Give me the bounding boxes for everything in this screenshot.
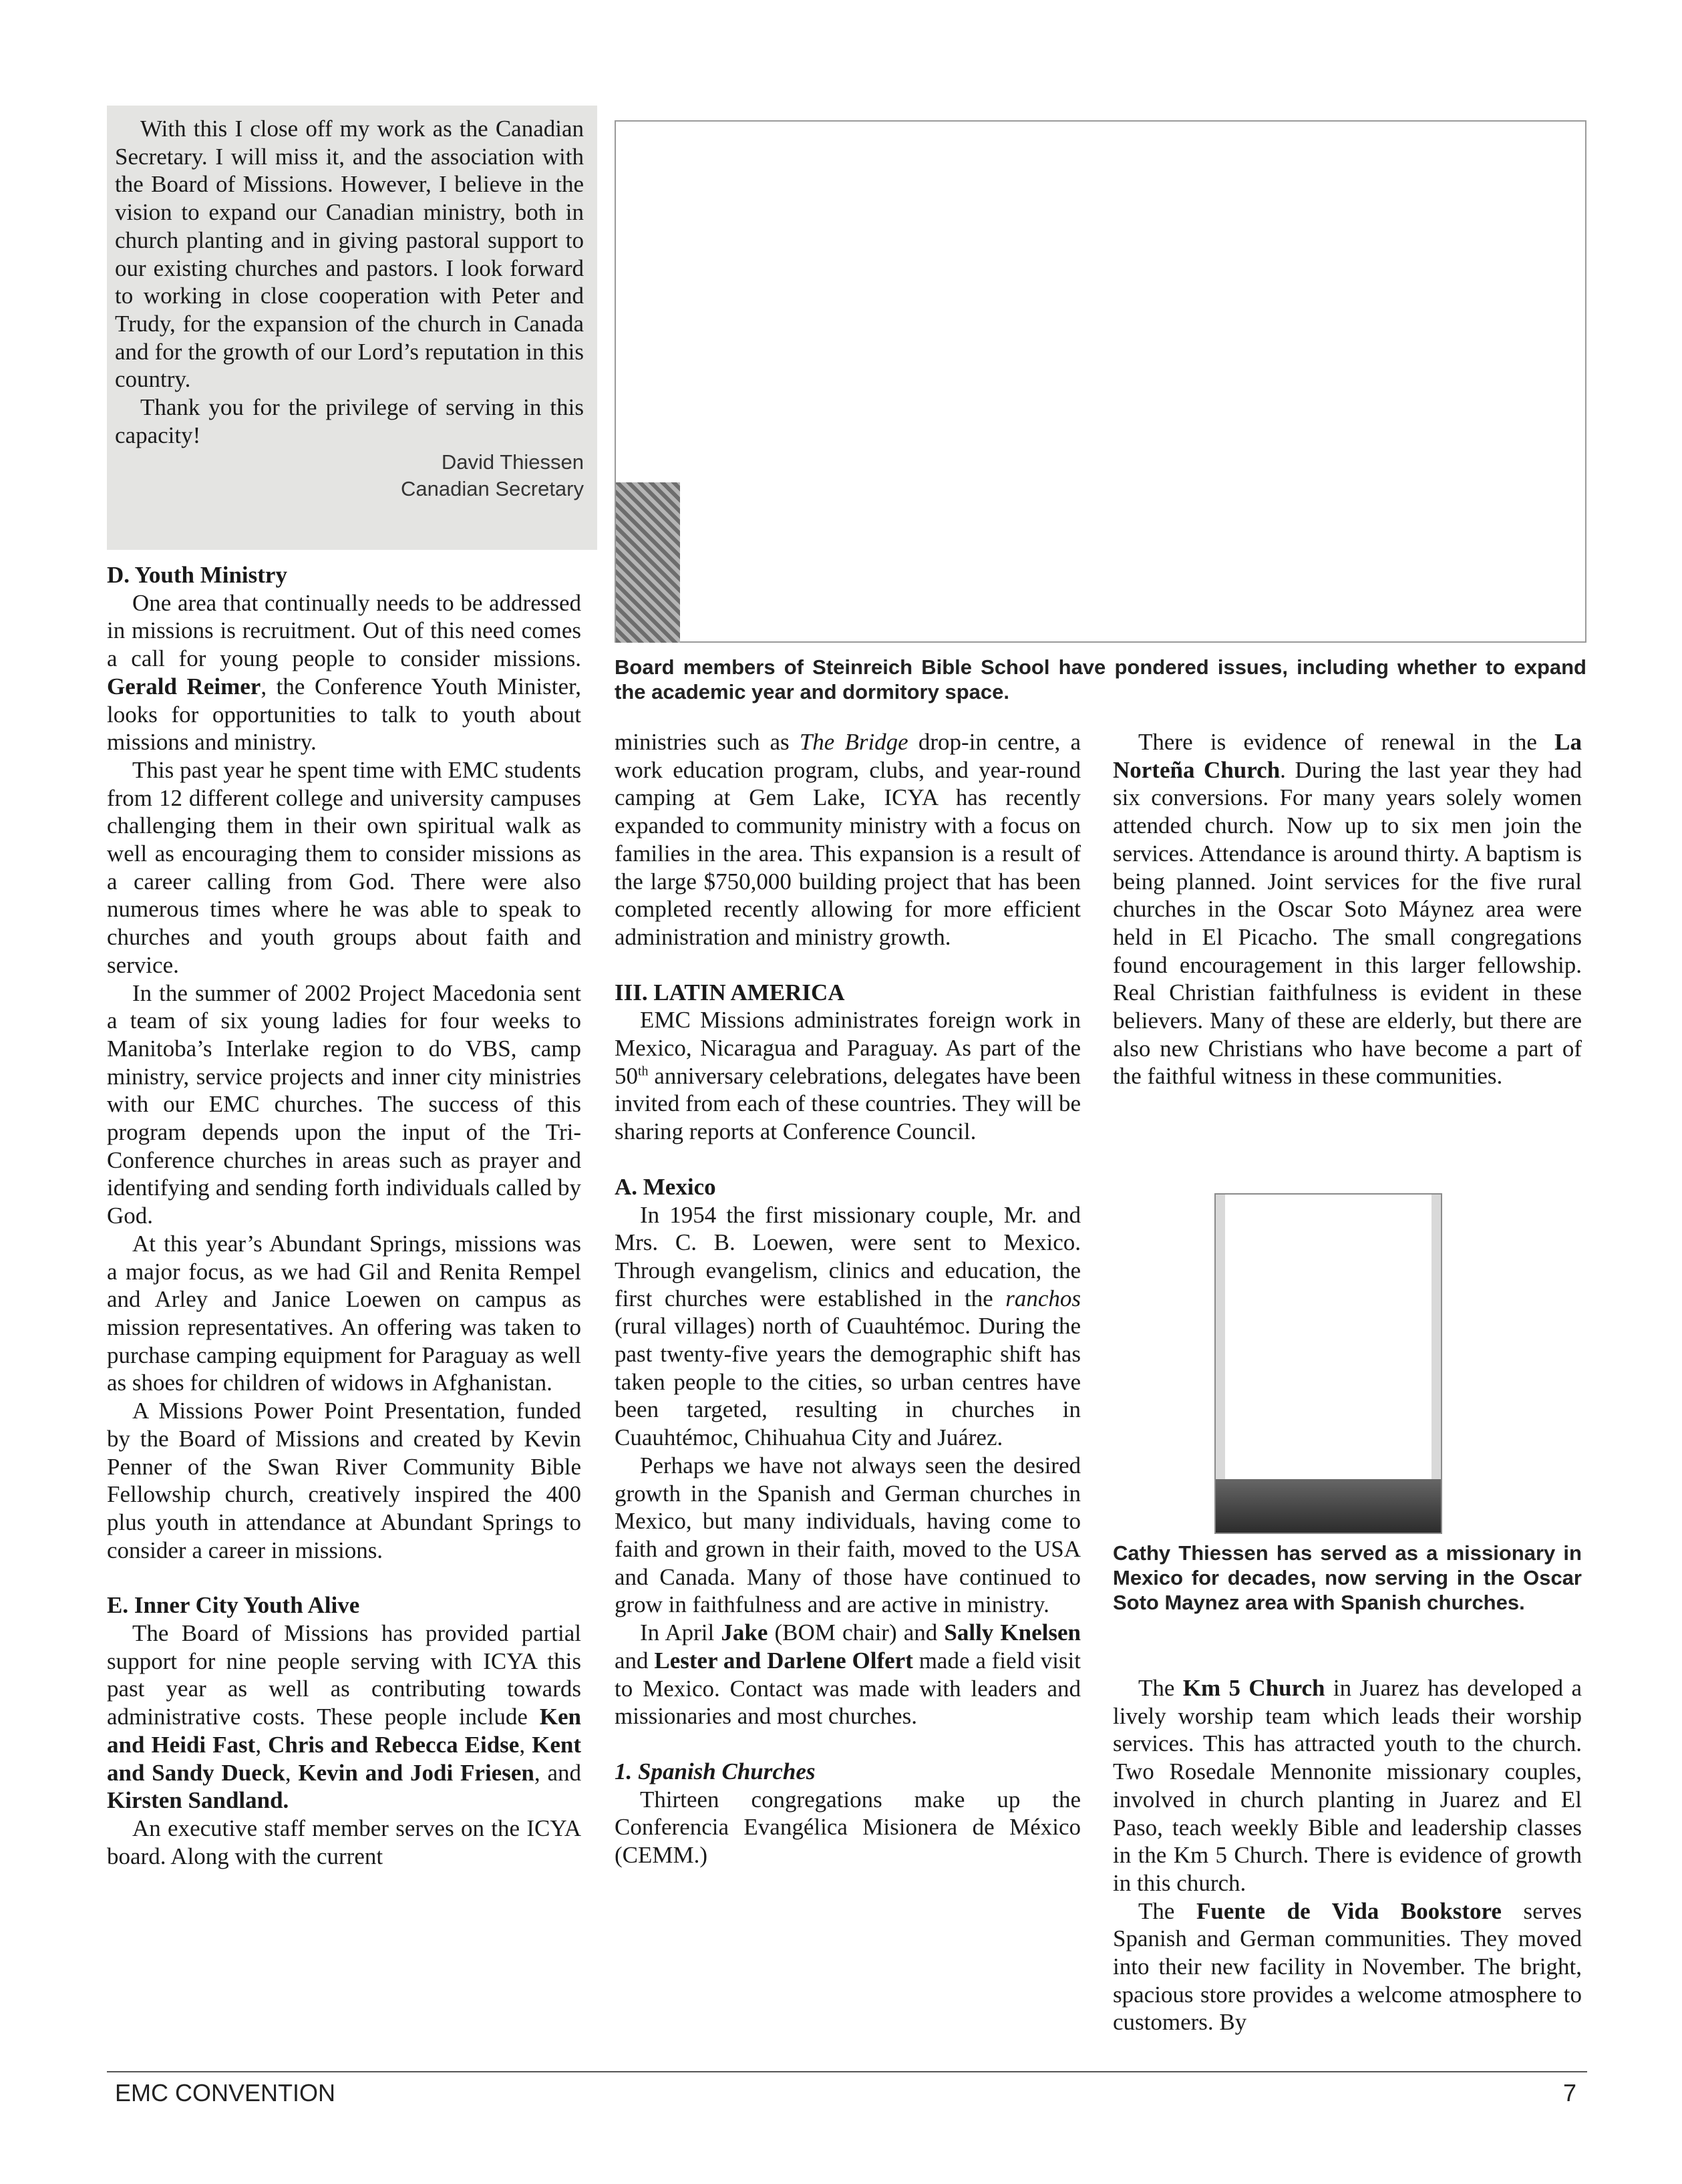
subsection-heading: 1. Spanish Churches <box>615 1758 816 1784</box>
paragraph: ministries such as The Bridge drop-in centre, a work education program, clubs, and year-round camping at Gem Lake, ICYA has recently expanded to community ministry with a focus on families in the area. This expansion is a result of the large $750,000 building project that has been completed recently allowing for more efficient administration and ministry growth. <box>615 729 1081 950</box>
footer-rule <box>107 2071 1587 2072</box>
paragraph: In the summer of 2002 Project Macedonia sent a team of six young ladies for four weeks to Manitoba’s Interlake region to do VBS, camp ministry, service projects and inner city ministries with our EMC churches. The success of this program depends upon the input of the Tri-Conference churches in areas such as prayer and identifying and sending forth individuals called by God. <box>107 979 581 1229</box>
person-name: Lester and Darlene Olfert <box>654 1647 913 1674</box>
secretary-sidebar <box>107 106 597 550</box>
photo-caption: Cathy Thiessen has served as a missionary in Mexico for decades, now serving in the Oscar Soto Maynez area with Spanish churches. <box>1113 1541 1582 1614</box>
column-right-top <box>1113 728 1582 1090</box>
section-heading: D. Youth Ministry <box>107 562 287 588</box>
paragraph: Thirteen congregations make up the Conferencia Evangélica Misionera de México (CEMM.) <box>615 1786 1081 1869</box>
paragraph: At this year’s Abundant Springs, missions was a major focus, as we had Gil and Renita Rempel and Arley and Janice Loewen on campus as mission representatives. An offering was taken to purchase camping equipment for Paraguay as well as shoes for children of widows in Afghanistan. <box>107 1230 581 1396</box>
person-name: Chris and Rebecca Eidse <box>268 1731 520 1758</box>
person-name: Kirsten Sandland. <box>107 1787 289 1814</box>
signature-role: Canadian Secretary <box>401 477 584 501</box>
photo-edge-texture <box>616 482 680 643</box>
photo-caption: Board members of Steinreich Bible School have pondered issues, including whether to expand the academic year and dormitory space. <box>615 655 1586 704</box>
paragraph: The Km 5 Church in Juarez has developed a lively worship team which leads their worship services. This has attracted youth to the church. Two Rosedale Mennonite missionary couples, involved in church planting in Juarez and El Paso, teach weekly Bible and leadership classes in the Km 5 Church. There is evidence of growth in this church. <box>1113 1675 1582 1896</box>
person-name: Gerald Reimer <box>107 673 261 699</box>
page-number: 7 <box>1563 2079 1577 2107</box>
bookstore-name: Fuente de Vida Bookstore <box>1196 1897 1502 1924</box>
paragraph: In April Jake (BOM chair) and Sally Knelsen and Lester and Darlene Olfert made a field visit to Mexico. Contact was made with leaders and missionaries and most churches. <box>615 1619 1081 1730</box>
person-name: Ken and Heidi Fast <box>107 1704 581 1758</box>
paragraph: EMC Missions administrates foreign work in Mexico, Nicaragua and Paraguay. As part of the 50th anniversary celebrations, delegates have been invited from each of these countries. They will be sharing reports at Conference Council. <box>615 1007 1081 1145</box>
paragraph: An executive staff member serves on the ICYA board. Along with the current <box>107 1815 581 1869</box>
section-heading: III. LATIN AMERICA <box>615 979 845 1005</box>
paragraph: This past year he spent time with EMC students from 12 different college and university campuses challenging them in their own spiritual walk as well as encouraging them to consider missions as a career calling from God. There were also numerous times where he was able to speak to churches and youth groups about faith and service. <box>107 756 581 978</box>
footer-publication: EMC CONVENTION <box>115 2079 336 2107</box>
sidebar-paragraph: Thank you for the privilege of serving in this capacity! <box>115 394 584 448</box>
paragraph: Perhaps we have not always seen the desired growth in the Spanish and German churches in Mexico, but many individuals, having come to faith and grown in their faith, moved to the USA and Canada. Many of those have continued to grow in faithfulness and are active in ministry. <box>615 1452 1081 1618</box>
person-name: Kent and Sandy Dueck <box>107 1731 581 1786</box>
paragraph: A Missions Power Point Presentation, funded by the Board of Missions and created by Kevin Penner of the Swan River Community Bible Fellowship church, creatively inspired the 400 plus youth in attendance at Abundant Springs to consider a career in missions. <box>107 1398 581 1563</box>
section-heading: E. Inner City Youth Alive <box>107 1592 360 1619</box>
sidebar-paragraph: With this I close off my work as the Canadian Secretary. I will miss it, and the association with the Board of Missions. However, I believe in the vision to expand our Canadian ministry, both in church planting and in giving pastoral support to our existing churches and pastors. I look forward to working in close cooperation with Peter and Trudy, for the expansion of the church in Canada and for the growth of our Lord’s reputation in this country. <box>115 116 584 393</box>
person-name: Sally Knelsen <box>944 1619 1081 1646</box>
church-name: Km 5 Church <box>1182 1675 1325 1701</box>
paragraph: In 1954 the first missionary couple, Mr. and Mrs. C. B. Loewen, were sent to Mexico. Through evangelism, clinics and education, the first churches were established in the ranchos (rural villages) north of Cuauhtémoc. During the past twenty-five years the demographic shift has taken people to the cities, so urban centres have been targeted, resulting in churches in Cuauhtémoc, Chihuahua City and Juárez. <box>615 1201 1081 1451</box>
section-heading: A. Mexico <box>615 1173 716 1200</box>
paragraph: The Fuente de Vida Bookstore serves Spanish and German communities. They moved into their new facility in November. The bright, spacious store provides a welcome atmosphere to customers. By <box>1113 1897 1582 2036</box>
paragraph: The Board of Missions has provided partial support for nine people serving with ICYA this past year as well as contributing towards administrative costs. These people include Ken and Heidi Fast, Chris and Rebecca Eidse, Kent and Sandy Dueck, Kevin and Jodi Friesen, and Kirsten Sandland. <box>107 1620 581 1814</box>
church-name: La Norteña Church <box>1113 729 1582 783</box>
column-middle <box>615 728 1081 1869</box>
signature-name: David Thiessen <box>441 450 584 474</box>
board-members-photo <box>615 120 1586 643</box>
person-name: Kevin and Jodi Friesen <box>298 1759 534 1786</box>
paragraph: One area that continually needs to be addressed in missions is recruitment. Out of this need comes a call for young people to consider missions. Gerald Reimer, the Conference Youth Minister, looks for opportunities to talk to youth about missions and ministry. <box>107 589 582 756</box>
person-name: Jake <box>721 1619 768 1646</box>
column-right-bottom <box>1113 1674 1582 2036</box>
cathy-thiessen-photo <box>1214 1193 1442 1534</box>
photo-shadow-band <box>1216 1479 1441 1533</box>
paragraph: There is evidence of renewal in the La Norteña Church. During the last year they had six conversions. For many years solely women attended church. Now up to six men join the services. Attendance is around thirty. A baptism is being planned. Joint services for the five rural churches in the Oscar Soto Máynez area were held in El Picacho. The small congregations found encouragement in this larger fellowship. Real Christian faithfulness is evident in these believers. Many of these are elderly, but there are also new Christians who have become a part of the faithful witness in these communities. <box>1113 729 1582 1090</box>
column-left <box>107 561 581 1870</box>
